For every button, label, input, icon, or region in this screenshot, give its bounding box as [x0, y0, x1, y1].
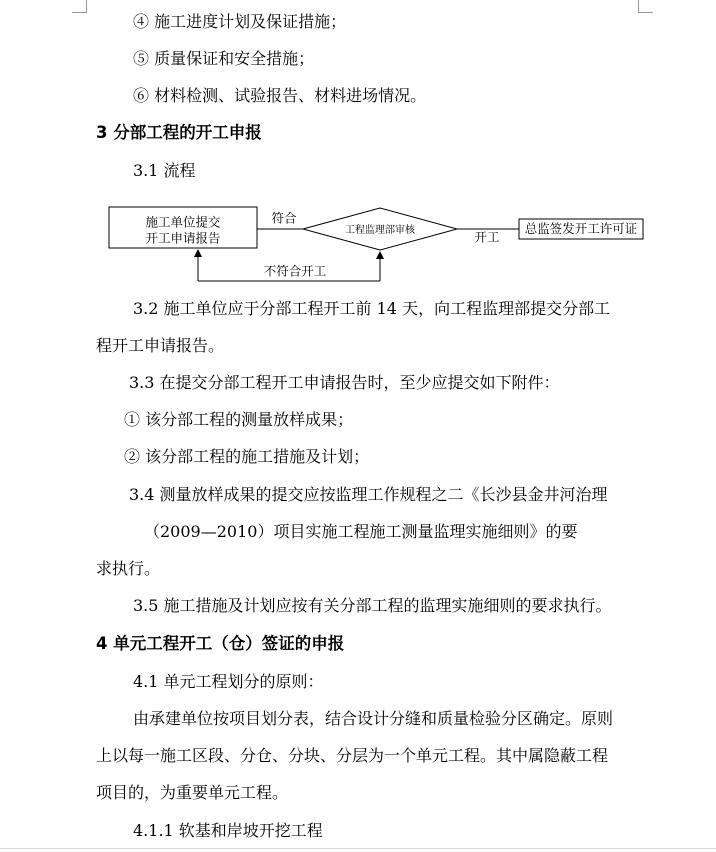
paragraph-line-1: 由承建单位按项目划分表，结合设计分缝和质量检验分区确定。原则 — [133, 709, 614, 728]
flow-box-submit-line1: 施工单位提交 — [145, 214, 221, 230]
flow-decision-label: 工程监理部审核 — [345, 225, 415, 236]
subsection-3-5: 3.5 施工措施及计划应按有关分部工程的监理实施细则的要求执行。 — [133, 596, 612, 615]
flow-box-permit-label: 总监签发开工许可证 — [524, 221, 638, 236]
subsection-4-1-1: 4.1.1 软基和岸坡开挖工程 — [133, 821, 323, 840]
subsection-4-1: 4.1 单元工程划分的原则： — [133, 672, 324, 691]
approval-flowchart — [0, 198, 716, 298]
list-item-4: ④ 施工进度计划及保证措施； — [133, 12, 347, 31]
list-item-5: ⑤ 质量保证和安全措施； — [133, 49, 315, 68]
attachment-item-1: ① 该分部工程的测量放样成果； — [124, 410, 354, 429]
flow-label-approve: 符合 — [271, 210, 297, 226]
section-heading-3: 3 分部工程的开工申报 — [96, 123, 262, 142]
subsection-3-4-line1: 3.4 测量放样成果的提交应按监理工作规程之二《长沙县金井河治理 — [129, 485, 608, 504]
page-bottom-edge — [0, 848, 716, 849]
subsection-3-4-line2: （2009—2010）项目实施工程施工测量监理实施细则》的要 — [144, 522, 578, 541]
subsection-3-1: 3.1 流程 — [133, 161, 196, 180]
attachment-item-2: ② 该分部工程的施工措施及计划； — [124, 447, 370, 466]
subsection-3-3: 3.3 在提交分部工程开工申请报告时，至少应提交如下附件： — [129, 373, 560, 392]
section-heading-4: 4 单元工程开工（仓）签证的申报 — [96, 634, 345, 653]
crop-mark-top-right — [638, 0, 653, 13]
crop-mark-top-left — [72, 0, 87, 13]
paragraph-line-3: 项目的，为重要单元工程。 — [96, 783, 289, 802]
paragraph-line-2: 上以每一施工区段、分仓、分块、分层为一个单元工程。其中属隐蔽工程 — [96, 746, 609, 765]
subsection-3-2-line2: 程开工申请报告。 — [96, 336, 225, 355]
list-item-6: ⑥ 材料检测、试验报告、材料进场情况。 — [133, 86, 427, 105]
flow-box-submit-line2: 开工申请报告 — [145, 230, 221, 246]
flow-label-reject: 不符合开工 — [263, 263, 327, 279]
subsection-3-4-line3: 求执行。 — [96, 559, 161, 578]
subsection-3-2-line1: 3.2 施工单位应于分部工程开工前 14 天，向工程监理部提交分部工 — [133, 299, 611, 318]
flow-label-start: 开工 — [474, 229, 500, 245]
